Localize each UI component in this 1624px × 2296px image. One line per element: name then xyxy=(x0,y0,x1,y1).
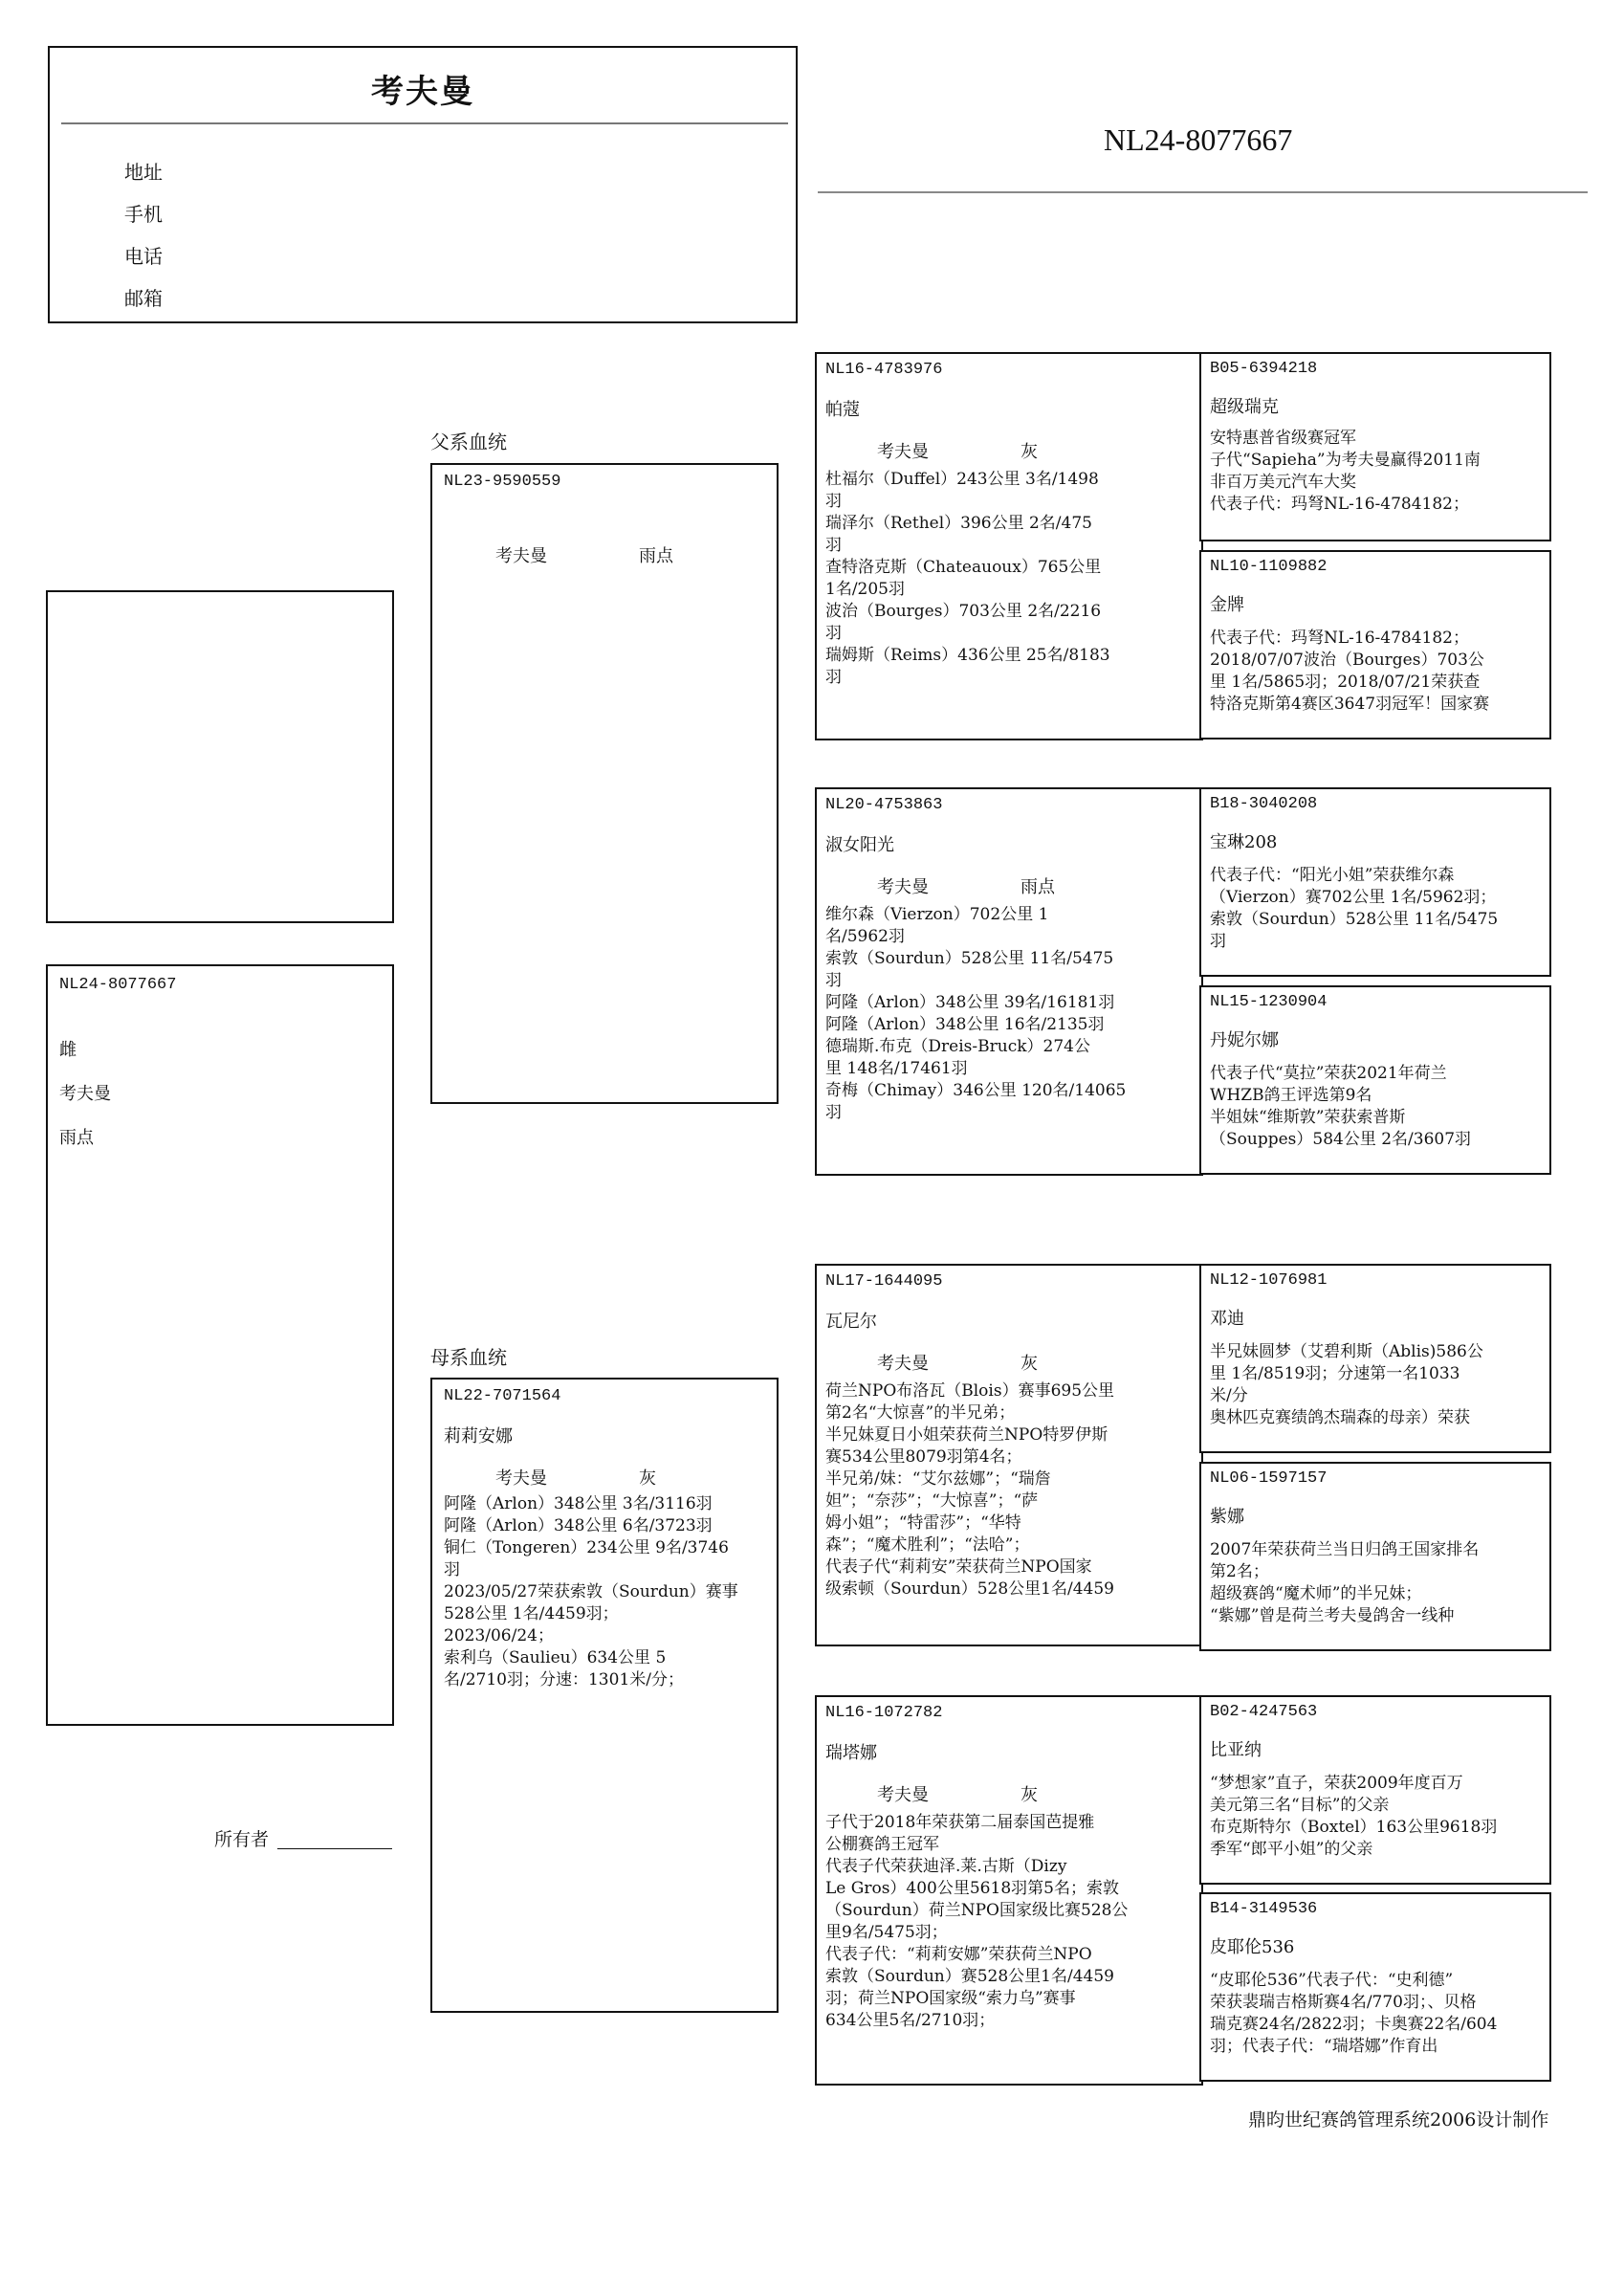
subject-sex: 雌 xyxy=(59,1040,77,1060)
gg-sss-card xyxy=(1199,352,1551,541)
result-line: 羽 xyxy=(825,1103,842,1122)
result-line: 杜福尔（Duffel）243公里 3名/1498 xyxy=(825,470,1099,489)
top-divider xyxy=(818,191,1588,193)
dam-strain-color xyxy=(444,1465,765,1490)
remark-line: 半兄妹圆梦（艾碧利斯（Ablis)586公 xyxy=(1210,1342,1483,1361)
remark-line: 布克斯特尔（Boxtel）163公里9618羽 xyxy=(1210,1818,1498,1837)
result-line: 第2名“大惊喜”的半兄弟； xyxy=(825,1403,1016,1423)
result-line: 级索顿（Sourdun）528公里1名/4459 xyxy=(825,1579,1114,1599)
gg-sss-name: 超级瑞克 xyxy=(1210,397,1279,417)
sire-dam-strain: 考夫曼 xyxy=(877,877,929,897)
remark-line: 里 1名/5865羽；2018/07/21荣获查 xyxy=(1210,673,1481,692)
gg-dds-ring: B02-4247563 xyxy=(1210,1703,1318,1721)
result-line: 代表子代荣获迪泽.莱.古斯（Dizy xyxy=(825,1857,1067,1876)
dam-sire-name: 瓦尼尔 xyxy=(825,1312,877,1332)
remark-line: 米/分 xyxy=(1210,1386,1248,1405)
result-line: 羽 xyxy=(444,1560,460,1579)
gg-dss-name: 邓迪 xyxy=(1210,1309,1244,1329)
sire-strain: 考夫曼 xyxy=(495,546,547,566)
remark-line: “紫娜”曾是荷兰考夫曼鸽舍一线种 xyxy=(1210,1606,1455,1625)
gg-dsd-ring: NL06-1597157 xyxy=(1210,1469,1328,1488)
sire-sire-card xyxy=(815,352,1203,740)
result-line: 波治（Bourges）703公里 2名/2216 xyxy=(825,602,1102,621)
sire-sire-results xyxy=(825,469,1193,689)
result-line: 羽；荷兰NPO国家级“索力乌”赛事 xyxy=(825,1989,1076,2008)
owner-signature-line xyxy=(277,1848,392,1849)
dam-name: 莉莉安娜 xyxy=(444,1426,513,1446)
dam-sire-ring: NL17-1644095 xyxy=(825,1272,943,1291)
sire-dam-ring: NL20-4753863 xyxy=(825,796,943,814)
gg-dss-ring: NL12-1076981 xyxy=(1210,1271,1328,1290)
dam-card xyxy=(430,1378,779,2013)
result-line: 半兄弟/妹：“艾尔兹娜”；“瑞詹 xyxy=(825,1469,1051,1489)
result-line: 1名/205羽 xyxy=(825,580,905,599)
result-line: 瑞姆斯（Reims）436公里 25名/8183 xyxy=(825,646,1110,665)
phone-label: 电话 xyxy=(124,245,163,268)
result-line: 名/2710羽；分速：1301米/分； xyxy=(444,1670,684,1689)
dam-dam-color: 灰 xyxy=(1020,1785,1038,1805)
dam-sire-strain: 考夫曼 xyxy=(877,1354,929,1374)
gg-dds-card xyxy=(1199,1695,1551,1885)
maternal-section-title: 母系血统 xyxy=(430,1346,507,1369)
remark-line: “梦想家”直子，荣获2009年度百万 xyxy=(1210,1774,1463,1793)
owner-header-box xyxy=(48,46,798,323)
result-line: 姆小姐”；“特雷莎”；“华特 xyxy=(825,1513,1021,1533)
result-line: 阿隆（Arlon）348公里 6名/3723羽 xyxy=(444,1516,713,1535)
remark-line: WHZB鸽王评选第9名 xyxy=(1210,1086,1372,1105)
result-line: 妲”；“奈莎”；“大惊喜”；“萨 xyxy=(825,1491,1039,1511)
sire-sire-strain-color xyxy=(825,438,1193,463)
dam-dam-strain: 考夫曼 xyxy=(877,1785,929,1805)
header-divider xyxy=(61,122,788,124)
result-line: 阿隆（Arlon）348公里 3名/3116羽 xyxy=(444,1494,713,1513)
remark-line: 子代“Sapieha”为考夫曼赢得2011南 xyxy=(1210,451,1481,470)
sire-sire-color: 灰 xyxy=(1020,442,1038,462)
mobile-label: 手机 xyxy=(124,203,163,226)
sire-card xyxy=(430,463,779,1104)
gg-sdd-ring: NL15-1230904 xyxy=(1210,993,1328,1011)
sire-dam-strain-color xyxy=(825,873,1193,898)
email-label: 邮箱 xyxy=(124,287,163,310)
gg-ddd-name: 皮耶伦536 xyxy=(1210,1937,1295,1957)
result-line: 铜仁（Tongeren）234公里 9名/3746 xyxy=(444,1538,729,1557)
remark-line: 2018/07/07波治（Bourges）703公 xyxy=(1210,651,1484,670)
gg-dsd-name: 紫娜 xyxy=(1210,1507,1244,1527)
remark-line: 2007年荣获荷兰当日归鸽王国家排名 xyxy=(1210,1540,1480,1559)
sire-sire-ring: NL16-4783976 xyxy=(825,361,943,379)
result-line: 阿隆（Arlon）348公里 39名/16181羽 xyxy=(825,993,1115,1012)
sire-sire-strain: 考夫曼 xyxy=(877,442,929,462)
sire-ring: NL23-9590559 xyxy=(444,473,561,491)
dam-strain: 考夫曼 xyxy=(495,1468,547,1489)
remark-line: 瑞克赛24名/2822羽；卡奥赛22名/604 xyxy=(1210,2015,1498,2034)
remark-line: 半姐妹“维斯敦”荣获索普斯 xyxy=(1210,1108,1406,1127)
subject-ring: NL24-8077667 xyxy=(59,976,177,994)
gg-sds-ring: B18-3040208 xyxy=(1210,795,1318,813)
photo-placeholder xyxy=(46,590,394,923)
result-line: 索敦（Sourdun）528公里 11名/5475 xyxy=(825,949,1114,968)
owner-label: 所有者 xyxy=(214,1829,270,1850)
dam-color: 灰 xyxy=(639,1468,656,1489)
result-line: 奇梅（Chimay）346公里 120名/14065 xyxy=(825,1081,1127,1100)
dam-sire-results xyxy=(825,1380,1193,1601)
sire-dam-name: 淑女阳光 xyxy=(825,835,894,855)
subject-card xyxy=(46,964,394,1726)
sire-color: 雨点 xyxy=(639,546,673,566)
result-line: 528公里 1名/4459羽； xyxy=(444,1604,619,1623)
subject-strain: 考夫曼 xyxy=(59,1084,111,1104)
result-line: 德瑞斯.布克（Dreis-Bruck）274公 xyxy=(825,1037,1090,1056)
dam-results xyxy=(444,1493,765,1691)
owner-title: 考夫曼 xyxy=(371,73,474,111)
result-line: 羽 xyxy=(825,536,842,555)
dam-ring: NL22-7071564 xyxy=(444,1387,561,1405)
result-line: 瑞泽尔（Rethel）396公里 2名/475 xyxy=(825,514,1092,533)
gg-sdd-name: 丹妮尔娜 xyxy=(1210,1030,1279,1050)
result-line: 荷兰NPO布洛瓦（Blois）赛事695公里 xyxy=(825,1381,1115,1401)
remark-line: 超级赛鸽“魔术师”的半兄妹； xyxy=(1210,1584,1422,1603)
remark-line: “皮耶伦536”代表子代：“史利德” xyxy=(1210,1971,1454,1990)
dam-dam-strain-color xyxy=(825,1781,1193,1806)
remark-line: 代表子代：“阳光小姐”荣获维尔森 xyxy=(1210,866,1455,885)
gg-dss-card xyxy=(1199,1264,1551,1453)
remark-line: 非百万美元汽车大奖 xyxy=(1210,473,1356,492)
dam-sire-color: 灰 xyxy=(1020,1354,1038,1374)
result-line: 森”；“魔术胜利”；“法哈”； xyxy=(825,1535,1030,1555)
footer-credit: 鼎昀世纪赛鸽管理系统2006设计制作 xyxy=(1248,2109,1549,2130)
result-line: 索利乌（Saulieu）634公里 5 xyxy=(444,1648,667,1667)
dam-sire-strain-color xyxy=(825,1350,1193,1375)
remark-line: 奥林匹克赛绩鸽杰瑞森的母亲）荣获 xyxy=(1210,1408,1470,1427)
remark-line: 代表子代：玛弩NL-16-4784182； xyxy=(1210,629,1469,648)
result-line: Le Gros）400公里5618羽第5名；索敦 xyxy=(825,1879,1119,1898)
remark-line: 代表子代：玛弩NL-16-4784182； xyxy=(1210,495,1469,514)
dam-dam-card xyxy=(815,1695,1203,2086)
result-line: 维尔森（Vierzon）702公里 1 xyxy=(825,905,1049,924)
result-line: 羽 xyxy=(825,668,842,687)
sire-dam-color: 雨点 xyxy=(1020,877,1055,897)
header-ring-number: NL24-8077667 xyxy=(1104,122,1293,157)
remark-line: 索敦（Sourdun）528公里 11名/5475 xyxy=(1210,910,1499,929)
result-line: 里9名/5475羽； xyxy=(825,1923,948,1942)
gg-ssd-name: 金牌 xyxy=(1210,595,1244,615)
dam-dam-name: 瑞塔娜 xyxy=(825,1743,877,1763)
gg-ssd-ring: NL10-1109882 xyxy=(1210,558,1328,576)
result-line: （Sourdun）荷兰NPO国家级比赛528公 xyxy=(825,1901,1129,1920)
result-line: 羽 xyxy=(825,624,842,643)
sire-dam-results xyxy=(825,904,1193,1124)
dam-dam-results xyxy=(825,1812,1193,2032)
result-line: 查特洛克斯（Chateauoux）765公里 xyxy=(825,558,1102,577)
remark-line: 代表子代“莫拉”荣获2021年荷兰 xyxy=(1210,1064,1447,1083)
gg-ddd-ring: B14-3149536 xyxy=(1210,1900,1318,1918)
result-line: 代表子代“莉莉安”荣获荷兰NPO国家 xyxy=(825,1557,1092,1577)
remark-line: 特洛克斯第4赛区3647羽冠军！国家赛 xyxy=(1210,695,1490,714)
result-line: 赛534公里8079羽第4名； xyxy=(825,1447,1022,1467)
gg-dds-name: 比亚纳 xyxy=(1210,1740,1262,1760)
remark-line: （Vierzon）赛702公里 1名/5962羽； xyxy=(1210,888,1497,907)
remark-line: 季军“郎平小姐”的父亲 xyxy=(1210,1840,1373,1859)
result-line: 索敦（Sourdun）赛528公里1名/4459 xyxy=(825,1967,1114,1986)
result-line: 里 148名/17461羽 xyxy=(825,1059,968,1078)
gg-ssd-card xyxy=(1199,550,1551,740)
result-line: 子代于2018年荣获第二届泰国芭提雅 xyxy=(825,1813,1095,1832)
result-line: 2023/06/24； xyxy=(444,1626,554,1645)
sire-strain-color xyxy=(444,542,765,567)
gg-ddd-card xyxy=(1199,1892,1551,2082)
result-line: 羽 xyxy=(825,492,842,511)
gg-sds-name: 宝琳208 xyxy=(1210,832,1278,852)
remark-line: 羽 xyxy=(1210,932,1226,951)
result-line: 2023/05/27荣获索敦（Sourdun）赛事 xyxy=(444,1582,738,1601)
gg-sds-card xyxy=(1199,787,1551,977)
paternal-section-title: 父系血统 xyxy=(430,430,507,453)
subject-color: 雨点 xyxy=(59,1128,94,1148)
remark-line: 第2名； xyxy=(1210,1562,1269,1581)
result-line: 羽 xyxy=(825,971,842,990)
result-line: 半兄妹夏日小姐荣获荷兰NPO特罗伊斯 xyxy=(825,1425,1108,1445)
gg-sdd-card xyxy=(1199,985,1551,1175)
result-line: 名/5962羽 xyxy=(825,927,905,946)
result-line: 阿隆（Arlon）348公里 16名/2135羽 xyxy=(825,1015,1105,1034)
result-line: 公棚赛鸽王冠军 xyxy=(825,1835,939,1854)
remark-line: 羽；代表子代：“瑞塔娜”作育出 xyxy=(1210,2037,1438,2056)
sire-dam-card xyxy=(815,787,1203,1176)
dam-sire-card xyxy=(815,1264,1203,1646)
sire-sire-name: 帕蔻 xyxy=(825,400,860,420)
remark-line: （Souppes）584公里 2名/3607羽 xyxy=(1210,1130,1472,1149)
remark-line: 安特惠普省级赛冠军 xyxy=(1210,429,1356,448)
result-line: 634公里5名/2710羽； xyxy=(825,2011,996,2030)
remark-line: 里 1名/8519羽；分速第一名1033 xyxy=(1210,1364,1460,1383)
gg-sss-ring: B05-6394218 xyxy=(1210,360,1318,378)
dam-dam-ring: NL16-1072782 xyxy=(825,1704,943,1722)
address-label: 地址 xyxy=(124,161,163,184)
gg-dsd-card xyxy=(1199,1462,1551,1651)
remark-line: 美元第三名“目标”的父亲 xyxy=(1210,1796,1390,1815)
result-line: 代表子代：“莉莉安娜”荣获荷兰NPO xyxy=(825,1945,1092,1964)
remark-line: 荣获裴瑞吉格斯赛4名/770羽；、贝格 xyxy=(1210,1993,1477,2012)
